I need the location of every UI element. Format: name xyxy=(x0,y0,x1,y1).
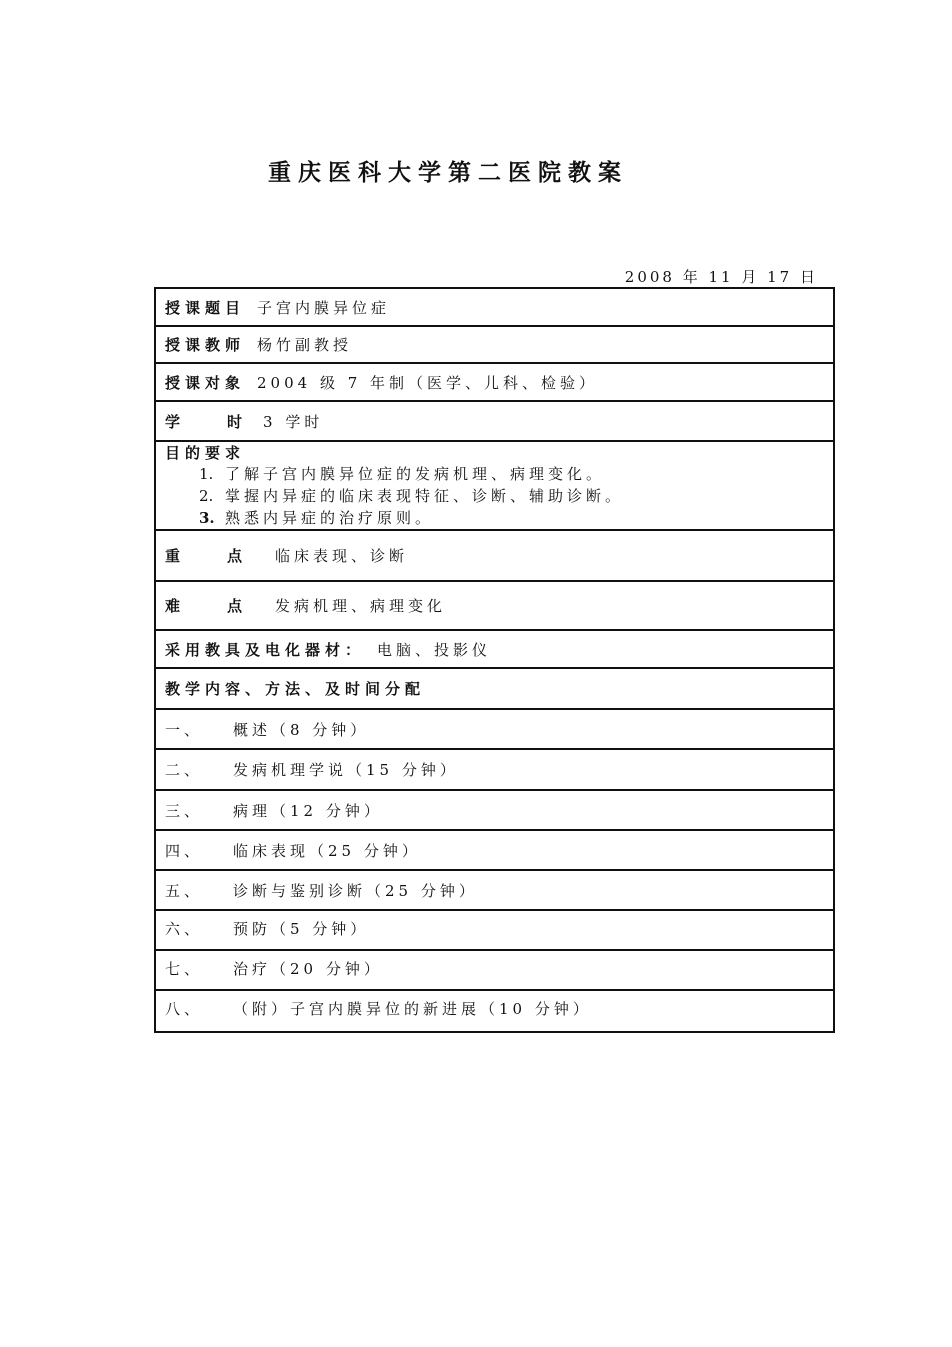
row-key-points xyxy=(156,531,833,582)
hours-label-a: 学 xyxy=(165,412,186,431)
key-points-label-b: 点 xyxy=(227,547,248,565)
section-text: 治疗（20 分钟） xyxy=(233,960,383,978)
section-text: 发病机理学说（15 分钟） xyxy=(233,761,459,779)
objective-item xyxy=(165,463,833,485)
section-number: 二、 xyxy=(165,761,204,779)
audience-value: 2004 级 7 年制（医学、儿科、检验） xyxy=(257,373,599,392)
content-header-label: 教学内容、方法、及时间分配 xyxy=(165,680,426,698)
row-topic xyxy=(156,289,833,327)
key-points-value: 临床表现、诊断 xyxy=(275,547,409,565)
topic-label: 授课题目 xyxy=(165,298,246,317)
key-points-label-a: 重 xyxy=(165,547,186,565)
section-number: 四、 xyxy=(165,841,204,860)
audience-label: 授课对象 xyxy=(165,373,246,392)
objective-number: 1. xyxy=(199,465,214,483)
section-row xyxy=(156,750,833,791)
tools-value: 电脑、投影仪 xyxy=(377,640,492,659)
objective-text: 熟悉内异症的治疗原则。 xyxy=(225,509,435,527)
teacher-value: 杨竹副教授 xyxy=(257,336,353,354)
section-number: 五、 xyxy=(165,881,204,900)
objective-item xyxy=(165,507,833,529)
section-text: 诊断与鉴别诊断（25 分钟） xyxy=(233,881,478,900)
section-number: 一、 xyxy=(165,720,204,739)
row-hours xyxy=(156,402,833,442)
section-row xyxy=(156,911,833,951)
hours-value: 3 学时 xyxy=(263,412,324,431)
lesson-plan-table xyxy=(154,287,835,1033)
objective-text: 了解子宫内膜异位症的发病机理、病理变化。 xyxy=(225,465,606,483)
difficulties-value: 发病机理、病理变化 xyxy=(275,597,447,615)
document-date: 2008 年 11 月 17 日 xyxy=(624,268,818,286)
row-teacher xyxy=(156,327,833,364)
objective-item xyxy=(165,485,833,507)
section-row xyxy=(156,831,833,871)
section-number: 七、 xyxy=(165,960,204,978)
teacher-label: 授课教师 xyxy=(165,336,246,354)
objective-number: 2. xyxy=(199,487,214,505)
section-text: 病理（12 分钟） xyxy=(233,801,383,820)
section-number: 六、 xyxy=(165,920,204,938)
section-text: 概述（8 分钟） xyxy=(233,720,370,739)
objectives-label: 目的要求 xyxy=(165,444,246,462)
objective-text: 掌握内异症的临床表现特征、诊断、辅助诊断。 xyxy=(225,487,625,505)
section-number: 八、 xyxy=(165,1000,204,1018)
section-number: 三、 xyxy=(165,801,204,820)
tools-label: 采用教具及电化器材： xyxy=(165,640,366,659)
section-row xyxy=(156,791,833,831)
section-text: 预防（5 分钟） xyxy=(233,920,370,938)
hours-label-b: 时 xyxy=(227,412,248,431)
section-row xyxy=(156,871,833,911)
section-text: （附）子宫内膜异位的新进展（10 分钟） xyxy=(233,1000,592,1018)
difficulties-label-a: 难 xyxy=(165,597,186,615)
section-text: 临床表现（25 分钟） xyxy=(233,841,421,860)
section-row xyxy=(156,951,833,991)
section-row xyxy=(156,991,833,1031)
topic-value: 子宫内膜异位症 xyxy=(257,298,391,317)
row-content-header xyxy=(156,669,833,710)
row-tools xyxy=(156,631,833,669)
row-difficulties xyxy=(156,582,833,631)
row-audience xyxy=(156,364,833,402)
objective-number: 3. xyxy=(199,509,215,527)
difficulties-label-b: 点 xyxy=(227,597,248,615)
row-objectives xyxy=(156,442,833,531)
section-row xyxy=(156,710,833,750)
document-title: 重庆医科大学第二医院教案 xyxy=(268,160,628,186)
